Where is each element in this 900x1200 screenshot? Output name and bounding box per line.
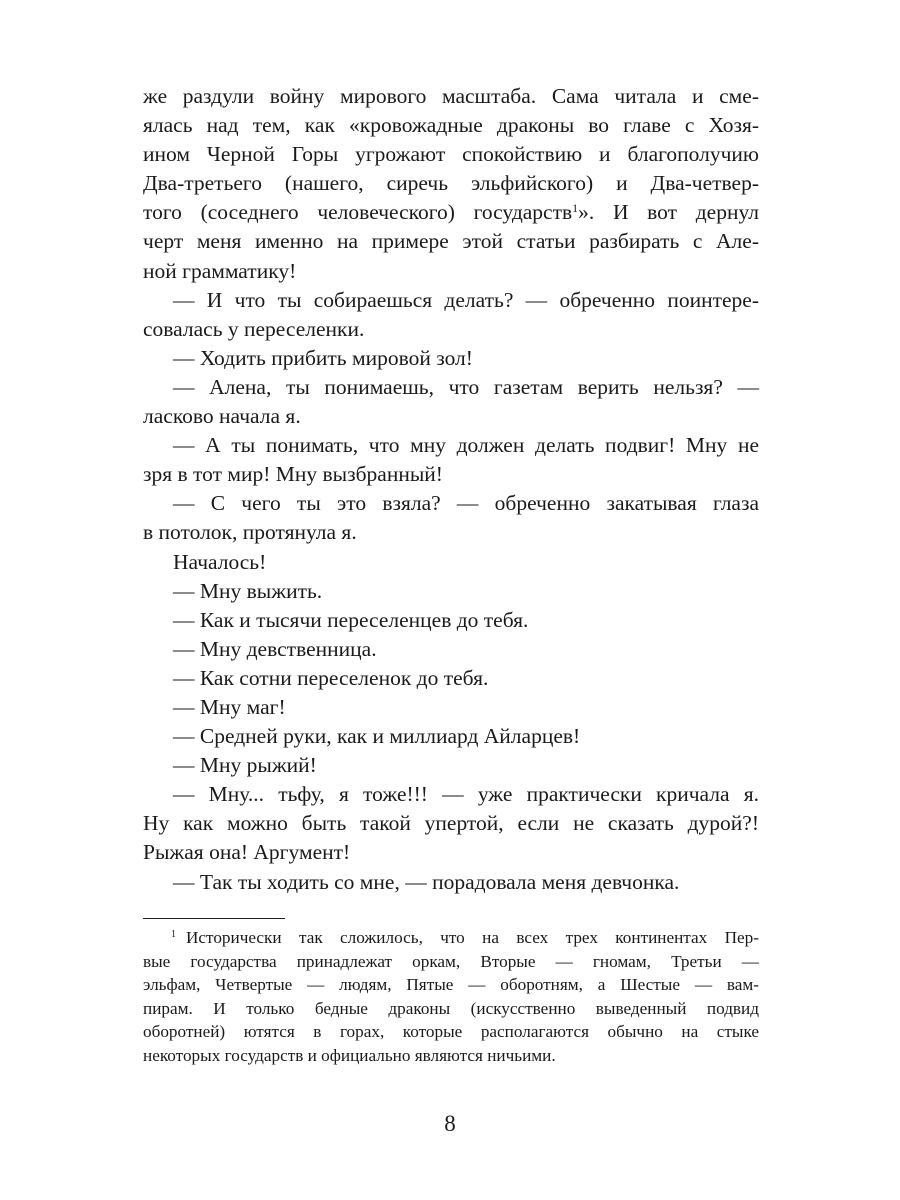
footnote-line: некоторых государств и официально являются ничьими.: [143, 1045, 556, 1065]
footnote-reference: 1: [572, 201, 579, 216]
text-line: — Мну рыжий!: [173, 753, 317, 778]
footnote-line: пирам. И только бедные драконы (искусственно выведенный подвид: [143, 998, 759, 1018]
text-line: — Средней руки, как и миллиард Айларцев!: [173, 724, 581, 749]
footnote-line: вые государства принадлежат оркам, Вторые — гномам, Третьи —: [143, 951, 759, 971]
footnote: [143, 926, 759, 1068]
text-line: ной грамматику!: [143, 258, 297, 283]
text-fragment: того (соседнего человеческого) государств: [143, 200, 573, 225]
text-line: — Мну девственница.: [173, 636, 377, 661]
text-line: — Алена, ты понимаешь, что газетам верить нельзя? —: [173, 374, 759, 399]
text-line: — С чего ты это взяла? — обреченно закатывая глаза: [173, 491, 759, 516]
text-line: зря в тот мир! Мну вызбранный!: [143, 462, 443, 487]
text-line: — Так ты ходить со мне, — порадовала меня девчонка.: [173, 869, 680, 894]
text-line: Ну как можно быть такой упертой, если не сказать дурой?!: [143, 811, 759, 836]
text-line: — А ты понимать, что мну должен делать подвиг! Мну не: [173, 433, 759, 458]
text-line: — Мну выжить.: [173, 578, 323, 603]
text-line: совалась у переселенки.: [143, 316, 365, 341]
text-line: — Мну... тьфу, я тоже!!! — уже практически кричала я.: [173, 782, 759, 807]
text-line: черт меня именно на примере этой статьи разбирать с Але-: [143, 229, 759, 254]
text-line: Рыжая она! Аргумент!: [143, 840, 351, 865]
text-line: ялась над тем, как «кровожадные драконы во главе с Хозя-: [143, 113, 759, 138]
text-fragment: ». И вот дернул: [578, 200, 759, 225]
text-line: — Как сотни переселенок до тебя.: [173, 665, 489, 690]
text-line: — Мну маг!: [173, 694, 286, 719]
footnote-line: оборотней) ютятся в горах, которые располагаются обычно на стыке: [143, 1022, 759, 1042]
text-line: же раздули войну мирового масштаба. Сама читала и сме-: [143, 84, 759, 108]
main-text: [143, 82, 759, 897]
footnote-mark: 1: [171, 929, 176, 940]
text-line: — Как и тысячи переселенцев до тебя.: [173, 607, 529, 632]
footnote-line: [143, 926, 759, 950]
footnote-line: эльфам, Четвертые — людям, Пятые — оборотням, а Шестые — вам-: [143, 975, 759, 995]
text-line: [143, 198, 759, 227]
text-line: в потолок, протянула я.: [143, 520, 357, 545]
page-number: 8: [444, 1111, 456, 1136]
text-line: Началось!: [173, 549, 267, 574]
text-line: — И что ты собираешься делать? — обреченно поинтере-: [173, 287, 759, 312]
text-line: — Ходить прибить мировой зол!: [173, 345, 473, 370]
text-line: ином Черной Горы угрожают спокойствию и благополучию: [143, 142, 759, 167]
footnote-text: Исторически так сложилось, что на всех трех континентах Пер-: [186, 928, 759, 947]
footnote-divider: [143, 918, 285, 919]
text-line: Два-третьего (нашего, сиречь эльфийского) и Два-четвер-: [143, 171, 759, 196]
text-line: ласково начала я.: [143, 404, 301, 429]
